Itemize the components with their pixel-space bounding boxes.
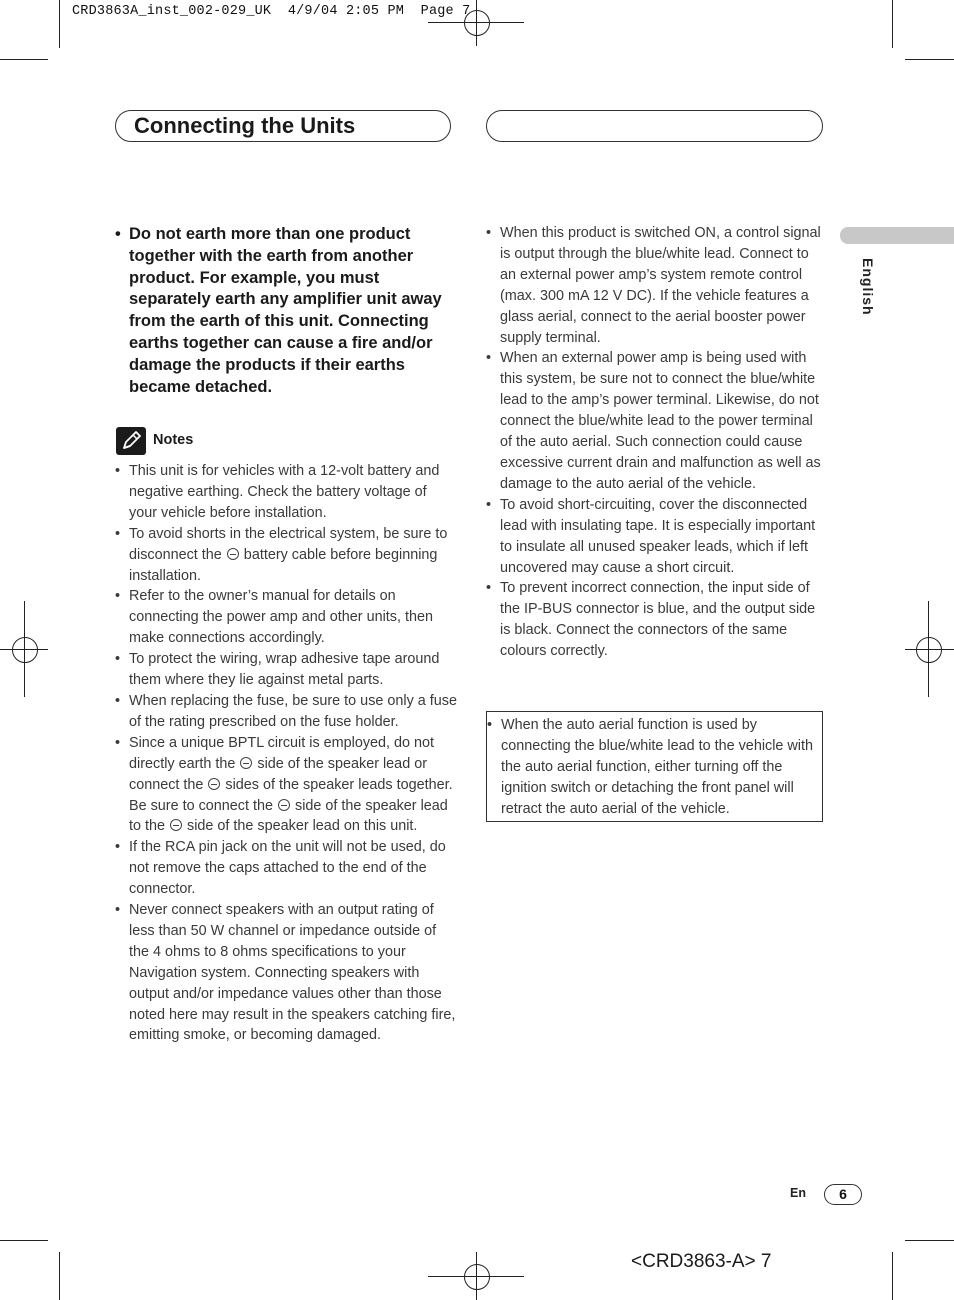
note-item xyxy=(115,733,457,838)
page-number: 6 xyxy=(824,1184,862,1205)
crop-mark xyxy=(59,1252,60,1300)
note-text: This unit is for vehicles with a 12-volt battery and negative earthing. Check the battery voltage of your vehicle before installation. xyxy=(129,463,440,521)
note-item xyxy=(115,900,457,1046)
note-text: To avoid shorts in the electrical system, be sure to disconnect the xyxy=(129,525,448,563)
crop-mark xyxy=(905,1240,954,1241)
section-title: Connecting the Units xyxy=(134,113,356,138)
note-text: Since a unique BPTL circuit is employed, do not directly earth the xyxy=(129,734,435,772)
note-text: sides of the speaker leads together. Be sure to connect the xyxy=(129,776,453,814)
right-notes-list xyxy=(486,223,824,662)
crop-mark xyxy=(905,59,954,60)
warning-item: • Do not earth more than one product together with the earth from another product. For example, you must separately earth any amplifier unit away from the earth of this unit. Connecting earths together can cause a fire and/or damage the products if their earths became detached. xyxy=(115,224,460,398)
list-item: • When the auto aerial function is used by connecting the blue/white lead to the vehicle with the auto aerial function, either turning off the ignition switch or detaching the front panel will retract the auto aerial of the vehicle. xyxy=(487,715,822,820)
note-text: When replacing the fuse, be sure to use only a fuse of the rating prescribed on the fuse holder. xyxy=(129,692,457,730)
registration-mark-circle xyxy=(12,637,38,663)
list-item: • When this product is switched ON, a control signal is output through the blue/white lead. Connect to an external power amp’s system remote control (max. 300 mA 12 V DC). If the vehicle features a glass aerial, connect to the aerial booster power supply terminal. xyxy=(486,223,824,348)
registration-mark-circle xyxy=(464,10,490,36)
list-item: • When an external power amp is being used with this system, be sure not to connect the blue/white lead to the amp’s power terminal. Likewise, do not connect the blue/white lead to the power terminal of the auto aerial. Such connection could cause excessive current drain and malfunction as well as damage to the auto aerial of the vehicle. xyxy=(486,348,824,494)
language-tab xyxy=(840,227,954,244)
minus-terminal-icon xyxy=(240,757,252,769)
list-item: • To prevent incorrect connection, the input side of the IP-BUS connector is blue, and the output side is black. Connect the connectors of the same colours correctly. xyxy=(486,578,824,662)
crop-mark xyxy=(892,0,893,48)
print-slug: CRD3863A_inst_002-029_UK 4/9/04 2:05 PM Page 7 xyxy=(72,4,471,19)
language-code: En xyxy=(790,1186,806,1200)
minus-terminal-icon xyxy=(278,799,290,811)
note-item xyxy=(115,461,457,524)
note-text: battery cable before beginning installation. xyxy=(129,546,438,584)
document-code: <CRD3863-A> 7 xyxy=(631,1251,772,1272)
pencil-icon xyxy=(116,427,146,455)
note-item xyxy=(115,524,457,587)
header-blank-box xyxy=(486,110,823,142)
warning-block xyxy=(115,224,460,398)
note-text: side of the speaker lead or connect the xyxy=(129,755,427,793)
minus-terminal-icon xyxy=(170,819,182,831)
note-text: side of the speaker lead on this unit. xyxy=(183,818,418,835)
note-item xyxy=(115,837,457,900)
note-item xyxy=(115,691,457,733)
crop-mark xyxy=(59,0,60,48)
registration-mark-circle xyxy=(464,1264,490,1290)
note-item xyxy=(115,649,457,691)
crop-mark xyxy=(0,1240,48,1241)
section-title-box xyxy=(115,110,451,142)
crop-mark xyxy=(892,1252,893,1300)
note-text: If the RCA pin jack on the unit will not be used, do not remove the caps attached to the end of the connector. xyxy=(129,839,446,898)
note-text: Refer to the owner’s manual for details on connecting the power amp and other units, then make connections accordingly. xyxy=(129,588,434,647)
minus-terminal-icon xyxy=(208,778,220,790)
notes-label: Notes xyxy=(153,432,194,448)
note-item xyxy=(115,586,457,649)
note-text: Never connect speakers with an output rating of less than 50 W channel or impedance outside of the 4 ohms to 8 ohms specifications to your Navigation system. Connecting speakers with output and/or impedance values other than those noted here may result in the speakers catching fire, emitting smoke, or becoming damaged. xyxy=(129,902,456,1044)
registration-mark-circle xyxy=(916,637,942,663)
list-item: • To avoid short-circuiting, cover the disconnected lead with insulating tape. It is especially important to insulate all unused speaker leads, which if left uncovered may cause a short circuit. xyxy=(486,495,824,579)
note-text: side of the speaker lead to the xyxy=(129,797,448,835)
note-text: To protect the wiring, wrap adhesive tape around them where they lie against metal parts. xyxy=(129,651,440,689)
crop-mark xyxy=(0,59,48,60)
boxed-note xyxy=(486,711,823,822)
language-label: English xyxy=(860,258,876,316)
minus-terminal-icon xyxy=(227,548,239,560)
notes-list xyxy=(115,461,457,1046)
